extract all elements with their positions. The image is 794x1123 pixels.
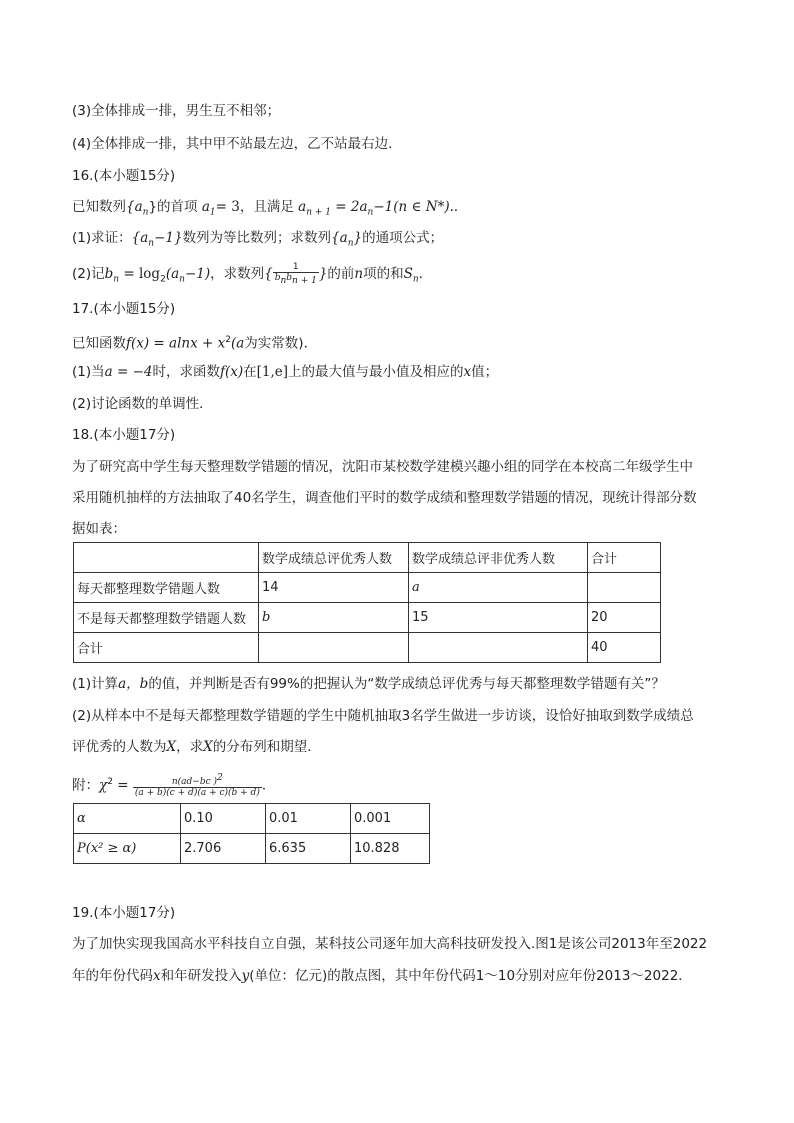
q18-part2-line2: 评优秀的人数为X，求X的分布列和期望． bbox=[72, 739, 321, 755]
q18-part2-line1: (2)从样本中不是每天都整理数学错题的学生中随机抽取3名学生做进一步访谈，设恰好抽取到数学成绩总 bbox=[72, 708, 694, 724]
table-row bbox=[74, 834, 430, 864]
q16-statement: 已知数列$\{a_n\}$的首项 $a_1= 3$，且满足 $a_{n + 1} = 2a_n-1(n$ ∈ N*).． bbox=[72, 199, 468, 218]
table-row bbox=[74, 804, 430, 834]
q16-heading: 16.(本小题15分) bbox=[72, 168, 176, 184]
table-cell: 14 bbox=[259, 573, 409, 603]
q16-part1: (1)求证：$\{a_n-1\}$数列为等比数列；求数列$\{a_n\}$的通项公式； bbox=[72, 230, 444, 249]
table-cell: P(x² ≥ α) bbox=[74, 834, 181, 864]
q19-paragraph-line2: 年的年份代码x和年研发投入y(单位：亿元)的散点图，其中年份代码1～10分别对应年份2013～2022． bbox=[72, 968, 692, 984]
chi-square-formula: 附：$\chi^2$ = $\frac{n(ad-bc )^2}{(a + b)(c + d)(a + c)(b + d)}$ ． bbox=[72, 773, 276, 798]
fraction: $\frac{1}{b_nb_{n + 1}}$ bbox=[274, 262, 317, 286]
table-cell: a bbox=[409, 573, 588, 603]
table-row bbox=[74, 543, 661, 573]
table-cell: 合计 bbox=[74, 633, 259, 663]
q18-heading: 18.(本小题17分) bbox=[72, 427, 176, 443]
survey-table bbox=[73, 542, 661, 663]
table-cell bbox=[74, 543, 259, 573]
q15-part3: (3)全体排成一排，男生互不相邻； bbox=[72, 103, 281, 119]
table-cell: 15 bbox=[409, 603, 588, 633]
table-cell: 不是每天都整理数学错题人数 bbox=[74, 603, 259, 633]
table-cell: 0.001 bbox=[351, 804, 430, 834]
table-cell bbox=[259, 633, 409, 663]
critical-value-table bbox=[73, 803, 430, 864]
table-cell: b bbox=[259, 603, 409, 633]
table-row bbox=[74, 633, 661, 663]
q18-paragraph-line2: 采用随机抽样的方法抽取了40名学生，调查他们平时的数学成绩和整理数学错题的情况，现统计得部分数 bbox=[72, 490, 697, 506]
table-row bbox=[74, 573, 661, 603]
q17-part1: (1)当a = −4时，求函数f(x)在[1,e]上的最大值与最小值及相应的x值； bbox=[72, 364, 499, 380]
table-cell: 数学成绩总评优秀人数 bbox=[259, 543, 409, 573]
q18-part1: (1)计算a，b的值，并判断是否有99%的把握认为“数学成绩总评优秀与每天都整理数学错题有关”？ bbox=[72, 676, 665, 692]
q19-paragraph-line1: 为了加快实现我国高水平科技自立自强，某科技公司逐年加大高科技研发投入.图1是该公司2013年至2022 bbox=[72, 936, 708, 952]
table-cell: 20 bbox=[588, 603, 661, 633]
table-cell: α bbox=[74, 804, 181, 834]
q18-paragraph-line1: 为了研究高中学生每天整理数学错题的情况，沈阳市某校数学建模兴趣小组的同学在本校高二年级学生中 bbox=[72, 459, 693, 475]
table-cell: 6.635 bbox=[266, 834, 351, 864]
table-cell: 40 bbox=[588, 633, 661, 663]
table-cell bbox=[588, 573, 661, 603]
table-cell: 0.10 bbox=[181, 804, 266, 834]
table-cell: 每天都整理数学错题人数 bbox=[74, 573, 259, 603]
q15-part4: (4)全体排成一排，其中甲不站最左边，乙不站最右边． bbox=[72, 136, 402, 152]
table-cell: 10.828 bbox=[351, 834, 430, 864]
table-cell: 合计 bbox=[588, 543, 661, 573]
q17-part2: (2)讨论函数的单调性． bbox=[72, 396, 213, 412]
table-cell bbox=[409, 633, 588, 663]
table-cell: 2.706 bbox=[181, 834, 266, 864]
table-cell: 0.01 bbox=[266, 804, 351, 834]
q19-heading: 19.(本小题17分) bbox=[72, 905, 176, 921]
q18-paragraph-line3: 据如表： bbox=[72, 521, 126, 537]
table-row bbox=[74, 603, 661, 633]
q17-statement: 已知函数$f(x) = alnx + x^2(a$为实常数)． bbox=[72, 335, 318, 352]
q17-heading: 17.(本小题15分) bbox=[72, 301, 176, 317]
q16-part2: (2)记$b_n = \log_2(a_n-1)$，求数列{ $\frac{1}{b_nb_{n + 1}}$ }的前n项的和$S_n$． bbox=[72, 262, 433, 286]
fraction: $\frac{n(ad-bc )^2}{(a + b)(c + d)(a + c)(b + d)}$ bbox=[134, 773, 260, 798]
table-cell: 数学成绩总评非优秀人数 bbox=[409, 543, 588, 573]
